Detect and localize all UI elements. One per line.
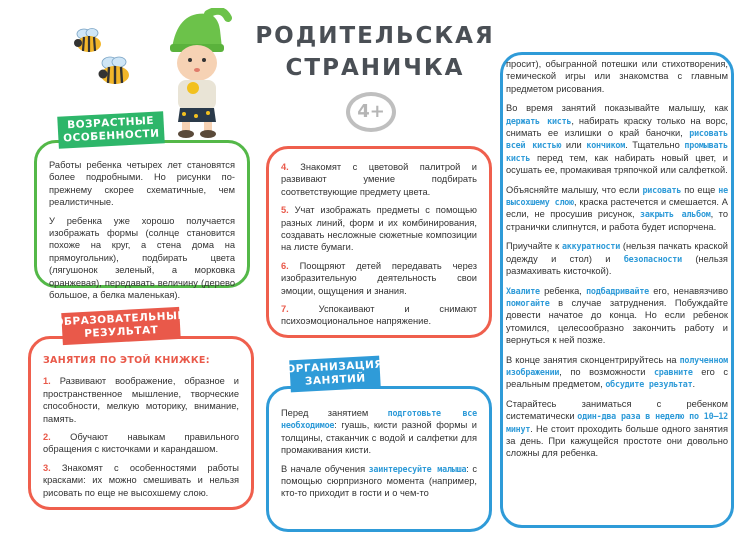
paragraph: Приучайте к аккуратности (нельзя пачкать краской одежду и стол) и безопасности (нельзя размахивать кисточкой). [506, 241, 728, 277]
paragraph: В конце занятия сконцентрируйтесь на полученном изображении, по возможности сравните его с реальным предметом, обсудите результат. [506, 354, 729, 390]
paragraph: Перед занятием подготовьте все необходимое: гуашь, кисти разной формы и толщины, стаканчик с водой и салфетки для промакивания кисти. [281, 408, 477, 456]
list-item [43, 431, 239, 456]
ribbon-line: ОРГАНИЗАЦИЯ [286, 358, 384, 376]
list-item [281, 303, 477, 328]
page-title-line-1: РОДИТЕЛЬСКАЯ [255, 23, 495, 49]
item-number: 4. [281, 162, 289, 172]
paragraph: В начале обучения заинтересуйте малыша: с помощью сюрпризного момента (например, кто-то приходит в гости и о чем-то [281, 463, 477, 499]
section-subhead: ЗАНЯТИЯ ПО ЭТОЙ КНИЖКЕ: [43, 355, 210, 366]
boy-illustration [160, 8, 234, 138]
list-item [281, 161, 477, 198]
ribbon-line: ОБРАЗОВАТЕЛЬНЫЙ [54, 309, 187, 329]
page-title [250, 20, 500, 84]
paragraph: У ребенка уже хорошо получается изображать формы (солнце становится похоже на круг, а стена дома на прямоугольник), подбирать цвета (лягушонок зеленый, а морковка оранжевая), передавать величину (дерево большое, а белка маленькая). [49, 215, 235, 301]
item-number: 1. [43, 376, 51, 387]
item-number: 2. [43, 432, 51, 443]
list-item [43, 462, 239, 499]
item-number: 7. [281, 304, 289, 315]
paragraph: Во время занятий показывайте малышу, как держать кисть, набирать краску только на ворс, снимать ее излишки о край баночки, рисовать всей кистью или кончиком. Тщательно промывать кисть перед тем, как набирать новый цвет, и осушать ее, промакивая тряпочкой или салфеткой. [506, 103, 728, 176]
list-item [43, 375, 239, 425]
paragraph: Объясняйте малышу, что если рисовать по еще не высохшему слою, краска растечется и смешается. А если, не просушив рисунок, закрыть альбом, то странички слипнутся, и работа будет испорчена. [506, 184, 728, 232]
ribbon-line: ОСОБЕННОСТИ [62, 127, 160, 145]
paragraph: Работы ребенка четырех лет становятся более подробными. Но рисунки по-прежнему скорее схематичные, чем реалистичные. [49, 160, 235, 208]
page-title-line-2: СТРАНИЧКА [285, 55, 465, 81]
ribbon-educational-result [54, 307, 187, 345]
item-text: Успокаивают и снимают психоэмоциональное напряжение. [281, 304, 477, 327]
item-number: 3. [43, 462, 51, 473]
list-item [281, 204, 477, 254]
ribbon-line: РЕЗУЛЬТАТ [83, 324, 159, 340]
box-educational-result [28, 336, 254, 510]
item-text: Учат изображать предметы с помощью разных линий, форм и их комбинирования, создавать несложные сюжетные композиции на листе бумаги. [281, 205, 477, 253]
ribbon-line: ЗАНЯТИЙ [304, 372, 366, 388]
paragraph: просит), обыгранной потешки или стихотворения, темической игры или знакомства с главным предметом рисования. [506, 59, 728, 94]
right-column-text [506, 58, 728, 467]
item-number: 5. [281, 205, 289, 216]
box-educational-continued [266, 146, 492, 338]
ribbon-age-features [57, 111, 165, 149]
paragraph: Хвалите ребенка, подбадривайте его, ненавязчиво помогайте в случае затруднения. Побуждайте довести начатое до конца. Но если ребенок утомился, целесообразно закончить работу и вернуться к ней позже. [506, 285, 728, 346]
ribbon-organization [286, 356, 384, 393]
item-text: Поощряют детей передавать через изобразительную деятельность свои эмоции, ощущения и знания. [281, 260, 477, 296]
item-number: 6. [281, 260, 289, 271]
box-age-features [34, 140, 250, 301]
ribbon-line: ВОЗРАСТНЫЕ [66, 114, 155, 132]
paragraph: Старайтесь заниматься с ребенком систематически один-два раза в неделю по 10–12 минут. Не стоит проходить больше одного занятия за день. При кажущейся простоте они довольно сложны для ребенка. [506, 398, 728, 459]
bee-illustration [72, 28, 106, 54]
item-text: Развивают воображение, образное и пространственное мышление, творческие способности, мелкую моторику, внимание, память. [43, 376, 239, 424]
item-text: Знакомят с цветовой палитрой и развивают умение подбирать соответствующие предмету цвета. [281, 162, 477, 197]
item-text: Знакомят с особенностями работы красками: их можно смешивать и нельзя рисовать по еще не высохшему слою. [43, 462, 239, 498]
list-item [281, 260, 477, 297]
bee-illustration-2 [96, 56, 134, 86]
box-organization [266, 386, 492, 532]
age-badge: 4+ [346, 92, 396, 132]
item-text: Обучают навыкам правильного обращения с кисточками и карандашом. [43, 432, 239, 455]
